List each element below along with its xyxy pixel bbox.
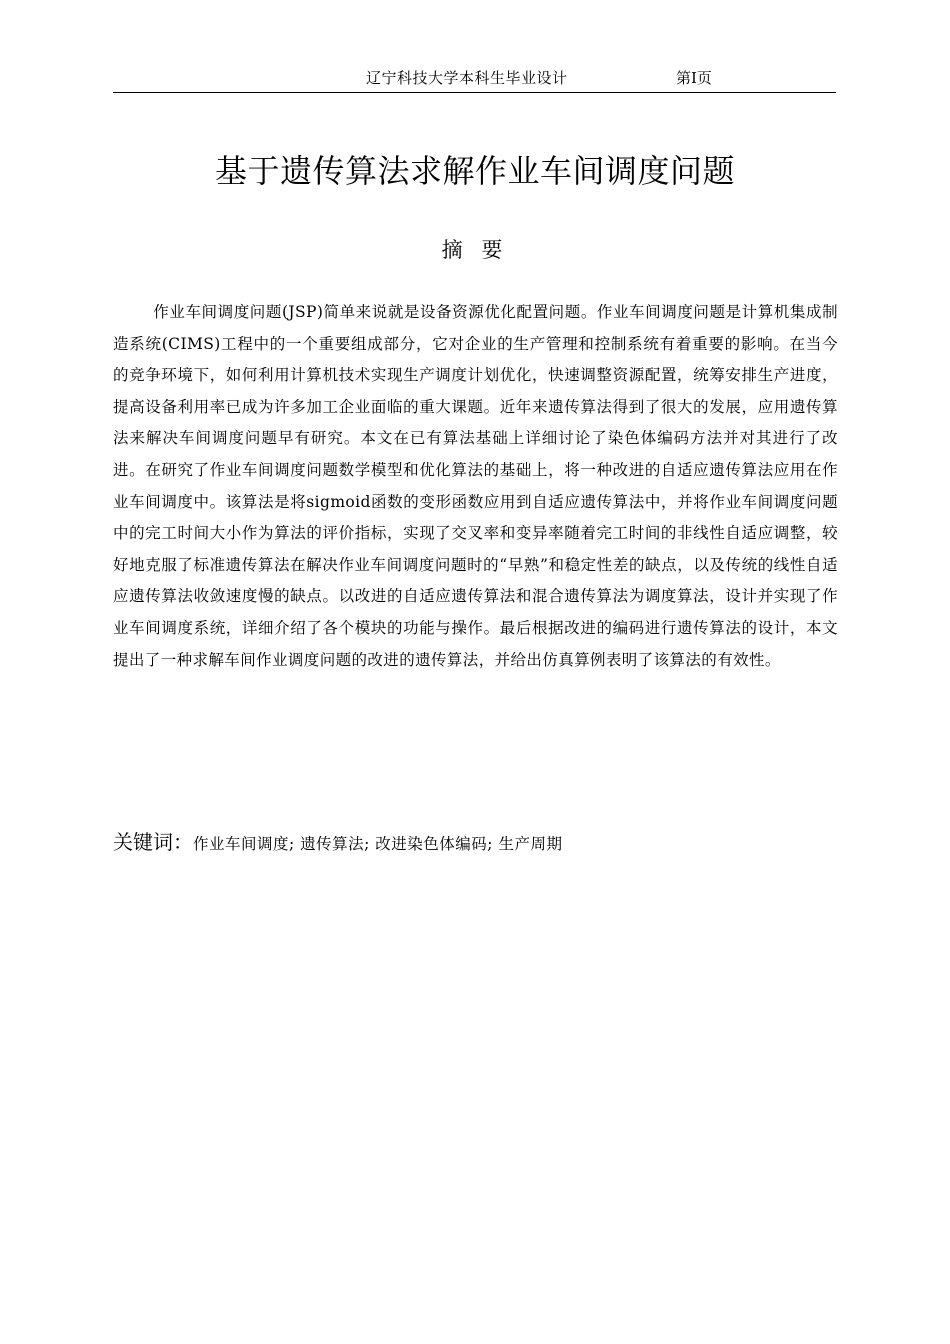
- header-page-number: 第Ⅰ页: [676, 69, 712, 87]
- keywords-text: 作业车间调度; 遗传算法; 改进染色体编码; 生产周期: [193, 835, 563, 853]
- abstract-heading: 摘 要: [441, 238, 509, 262]
- page-header: [113, 62, 836, 93]
- keywords-label: 关键词：: [113, 830, 193, 854]
- keywords-row: [113, 826, 838, 855]
- document-title: 基于遗传算法求解作业车间调度问题: [214, 152, 735, 190]
- abstract-body: 作业车间调度问题(JSP)简单来说就是设备资源优化配置问题。作业车间调度问题是计算机集成制造系统(CIMS)工程中的一个重要组成部分，它对企业的生产管理和控制系统有着重要的影响。在当今的竞争环境下，如何利用计算机技术实现生产调度计划优化，快速调整资源配置，统筹安排生产进度，提高设备利用率已成为许多加工企业面临的重大课题。近年来遗传算法得到了很大的发展，应用遗传算法来解决车间调度问题早有研究。本文在已有算法基础上详细讨论了染色体编码方法并对其进行了改进。在研究了作业车间调度问题数学模型和优化算法的基础上，将一种改进的自适应遗传算法应用在作业车间调度中。该算法是将sigmoid函数的变形函数应用到自适应遗传算法中，并将作业车间调度问题中的完工时间大小作为算法的评价指标，实现了交叉率和变异率随着完工时间的非线性自适应调整，较好地克服了标准遗传算法在解决作业车间调度问题时的“早熟”和稳定性差的缺点，以及传统的线性自适应遗传算法收敛速度慢的缺点。以改进的自适应遗传算法和混合遗传算法为调度算法，设计并实现了作业车间调度系统，详细介绍了各个模块的功能与操作。最后根据改进的编码进行遗传算法的设计，本文提出了一种求解车间作业调度问题的改进的遗传算法，并给出仿真算例表明了该算法的有效性。: [113, 303, 838, 669]
- header-school-name: 辽宁科技大学本科生毕业设计: [366, 69, 568, 87]
